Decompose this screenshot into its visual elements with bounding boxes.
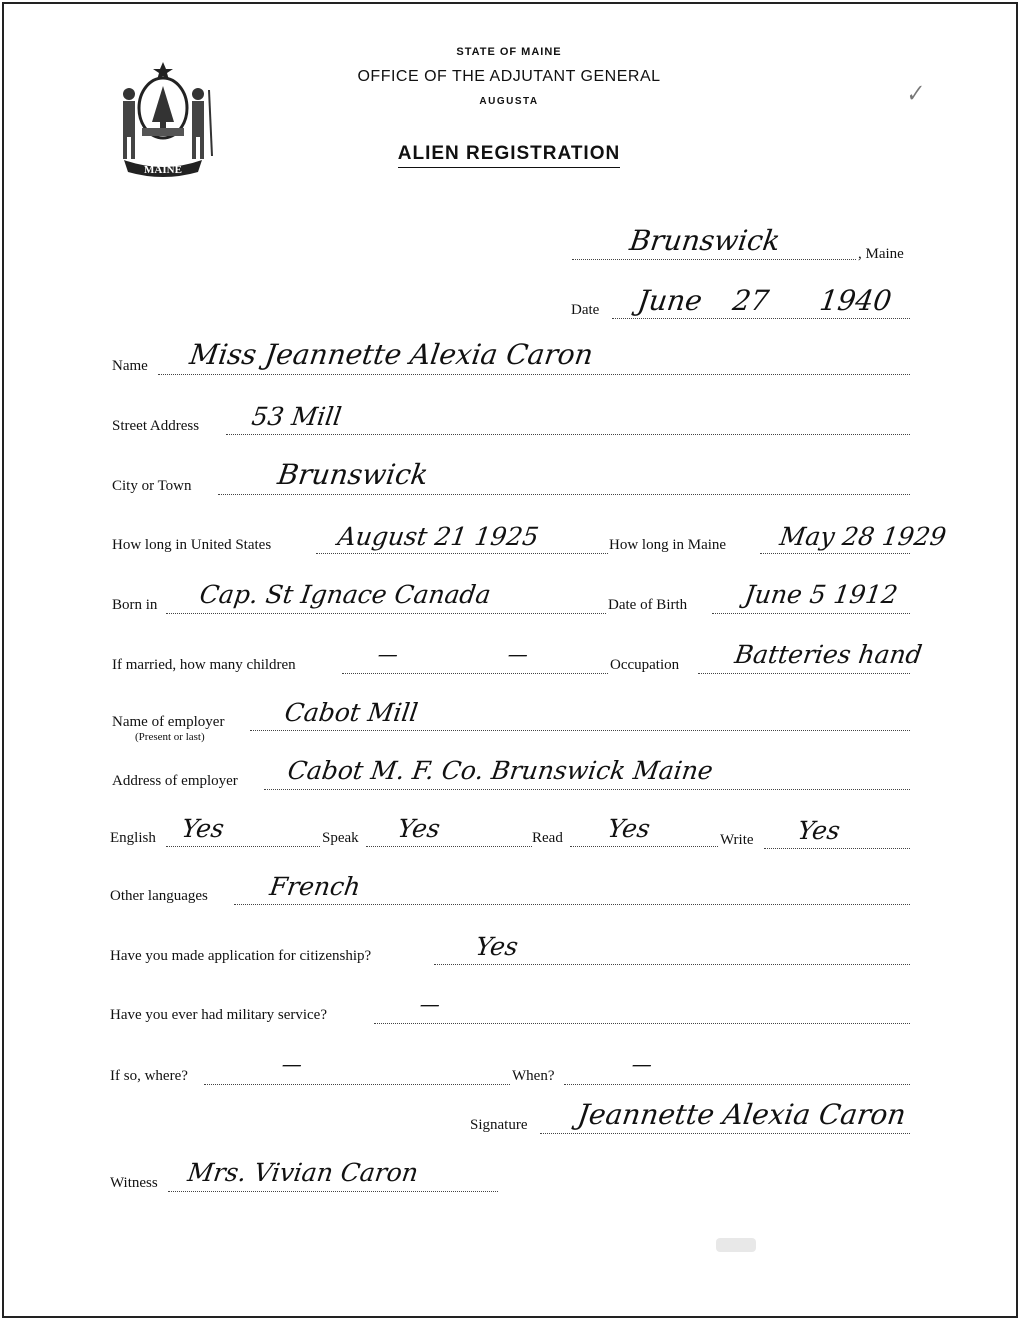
other-languages-value: French xyxy=(267,872,363,901)
form-title-text: ALIEN REGISTRATION xyxy=(398,143,620,168)
how-long-maine-line xyxy=(760,553,910,554)
signature-label: Signature xyxy=(470,1117,528,1133)
date-month-value: June xyxy=(635,284,705,317)
seal-banner-text: MAINE xyxy=(144,164,182,176)
employer-address-label: Address of employer xyxy=(112,773,238,789)
header-city: AUGUSTA xyxy=(479,96,539,107)
date-of-birth-line xyxy=(712,613,910,614)
children-line xyxy=(342,673,608,674)
city-value: Brunswick xyxy=(275,458,431,491)
read-label: Read xyxy=(532,830,563,846)
name-label: Name xyxy=(112,358,148,374)
street-line xyxy=(226,434,910,435)
speak-label: Speak xyxy=(322,830,359,846)
city-line xyxy=(218,494,910,495)
street-label: Street Address xyxy=(112,418,200,434)
occupation-value: Batteries hand xyxy=(732,640,924,669)
name-value: Miss Jeannette Alexia Caron xyxy=(187,338,596,371)
children-value-1: — xyxy=(376,642,400,666)
date-year-value: 1940 xyxy=(817,284,894,317)
english-line xyxy=(166,846,320,847)
header-office: OFFICE OF THE ADJUTANT GENERAL xyxy=(357,68,661,85)
town-line xyxy=(572,259,856,260)
military-value: — xyxy=(418,992,442,1016)
town-value: Brunswick xyxy=(627,224,783,257)
employer-label: Name of employer xyxy=(112,714,225,730)
how-long-us-line xyxy=(316,553,608,554)
employer-note: (Present or last) xyxy=(135,731,205,743)
read-value: Yes xyxy=(605,814,653,843)
date-of-birth-label: Date of Birth xyxy=(608,597,688,613)
write-line xyxy=(764,848,910,849)
date-of-birth-value: June 5 1912 xyxy=(742,580,900,609)
name-line xyxy=(158,374,910,375)
how-long-maine-value: May 28 1929 xyxy=(777,522,949,551)
witness-label: Witness xyxy=(110,1175,158,1191)
witness-line xyxy=(168,1191,498,1192)
born-in-value: Cap. St Ignace Canada xyxy=(197,580,493,609)
other-languages-label: Other languages xyxy=(110,888,208,904)
how-long-maine-label: How long in Maine xyxy=(609,537,727,553)
date-label: Date xyxy=(571,302,600,318)
citizenship-line xyxy=(434,964,910,965)
employer-address-value: Cabot M. F. Co. Brunswick Maine xyxy=(285,756,715,785)
witness-value: Mrs. Vivian Caron xyxy=(185,1158,421,1187)
where-value: — xyxy=(280,1052,304,1076)
born-in-line xyxy=(166,613,606,614)
other-languages-line xyxy=(234,904,910,905)
children-label: If married, how many children xyxy=(112,657,296,673)
maine-label: , Maine xyxy=(858,246,904,262)
when-line xyxy=(564,1084,910,1085)
when-value: — xyxy=(630,1052,654,1076)
paper-smudge xyxy=(716,1238,756,1252)
english-label: English xyxy=(110,830,156,846)
write-value: Yes xyxy=(795,816,843,845)
header-state: STATE OF MAINE xyxy=(456,46,562,58)
citizenship-label: Have you made application for citizenship? xyxy=(110,948,372,964)
signature-line xyxy=(540,1133,910,1134)
children-value-2: — xyxy=(506,642,530,666)
speak-line xyxy=(366,846,532,847)
date-line xyxy=(612,318,910,319)
military-line xyxy=(374,1023,910,1024)
write-label: Write xyxy=(720,832,754,848)
how-long-us-label: How long in United States xyxy=(112,537,272,553)
signature-value: Jeannette Alexia Caron xyxy=(575,1098,908,1131)
city-label: City or Town xyxy=(112,478,192,494)
english-value: Yes xyxy=(179,814,227,843)
speak-value: Yes xyxy=(395,814,443,843)
citizenship-value: Yes xyxy=(473,932,521,961)
where-label: If so, where? xyxy=(110,1068,188,1084)
occupation-label: Occupation xyxy=(610,657,680,673)
employer-line xyxy=(250,730,910,731)
street-value: 53 Mill xyxy=(249,402,344,431)
read-line xyxy=(570,846,718,847)
occupation-line xyxy=(698,673,910,674)
military-label: Have you ever had military service? xyxy=(110,1007,327,1023)
employer-address-line xyxy=(264,789,910,790)
born-in-label: Born in xyxy=(112,597,158,613)
employer-value: Cabot Mill xyxy=(282,698,420,727)
form-title xyxy=(0,143,1021,165)
how-long-us-value: August 21 1925 xyxy=(335,522,541,551)
when-label: When? xyxy=(512,1068,555,1084)
where-line xyxy=(204,1084,510,1085)
date-day-value: 27 xyxy=(730,284,771,317)
check-mark: ✓ xyxy=(902,80,926,109)
